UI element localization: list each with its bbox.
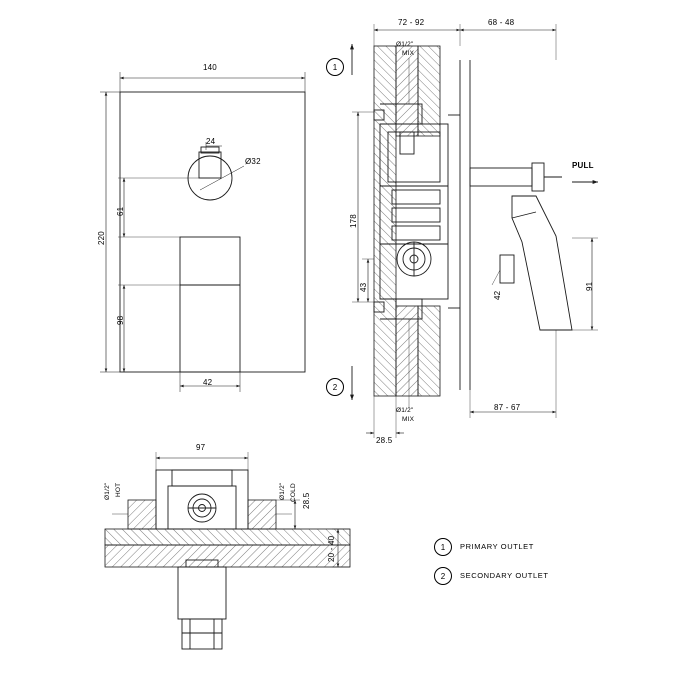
bottom-hot-inlet-sub: HOT [115,482,122,497]
section-view-group [349,24,598,438]
front-knob-dia-dim: Ø32 [245,157,261,166]
legend-number-1: 1 [434,538,452,556]
section-bottom-inlet-sub: MIX [402,416,415,423]
bottom-hot-inlet-label: Ø1/2" [104,482,111,500]
bottom-height-dim: 28.5 [302,492,311,509]
callout-1: 1 [326,58,344,76]
bottom-width-dim: 97 [196,443,206,452]
section-wall-dim: 28.5 [376,436,393,445]
front-view-group [97,72,305,392]
section-top-inlet-label: Ø1/2" [396,41,414,48]
section-spout-dim: 42 [493,290,502,300]
front-height-dim: 220 [97,231,106,245]
front-button-dim: 24 [206,137,216,146]
section-bottom-right-dim: 87 - 67 [494,403,521,412]
section-top-inlet-sub: MIX [402,50,415,57]
section-handle-height-dim: 91 [585,281,594,291]
front-width-dim: 140 [203,63,217,72]
front-handle-width-dim: 42 [203,378,213,387]
section-top-left-dim: 72 - 92 [398,18,425,27]
bottom-cold-inlet-sub: COLD [290,483,297,502]
front-lower-dim: 98 [116,315,125,325]
section-top-right-dim: 68 - 48 [488,18,515,27]
section-vertical-dim: 178 [349,214,358,228]
bottom-depth-dim: 20 - 40 [327,535,336,562]
bottom-view-group [105,452,350,649]
legend-label-2: SECONDARY OUTLET [460,571,549,580]
legend-number-2: 2 [434,567,452,585]
bottom-cold-inlet-label: Ø1/2" [279,482,286,500]
legend-label-1: PRIMARY OUTLET [460,542,534,551]
section-bottom-inlet-label: Ø1/2" [396,407,414,414]
pull-label: PULL [572,161,594,170]
callout-2: 2 [326,378,344,396]
section-lower-left-dim: 43 [359,282,368,292]
front-upper-dim: 61 [116,206,125,216]
